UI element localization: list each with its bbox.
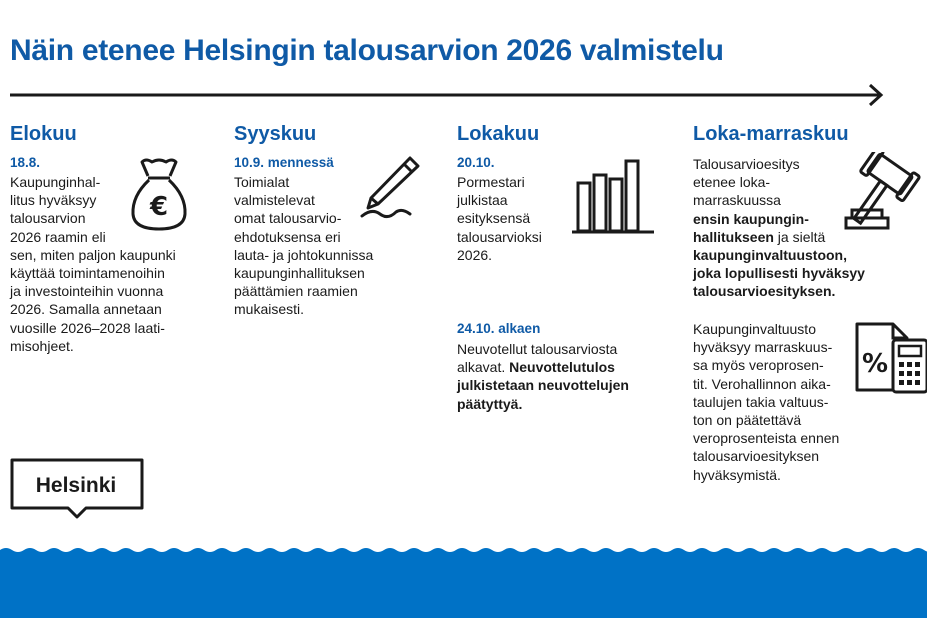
logo-text: Helsinki — [35, 474, 117, 497]
pen-signature-icon — [358, 154, 424, 220]
wave-footer — [0, 540, 927, 618]
date-label: 10.9. mennessä — [234, 155, 334, 170]
month-heading: Syyskuu — [234, 123, 317, 145]
month-heading: Elokuu — [10, 123, 77, 145]
svg-text:€: € — [149, 192, 169, 222]
month-heading: Lokakuu — [457, 123, 540, 145]
svg-text:%: % — [861, 349, 889, 379]
bar-chart-icon — [572, 157, 656, 235]
description: Toimialat valmistelevat omat talousarvio- ehdotuksensa eri lauta- ja johtokunnissa kaupunginhallituksen päättämien raamien mukaisesti. — [234, 174, 374, 318]
description: Kaupunginhal- litus hyväksyy talousarvion 2026 raamin eli sen, miten paljon kaupunki käyttää toimintamenoihin ja investointeihin vuonna 2026. Samalla annetaan vuosille 2026–2028 laati- misohjeet. — [10, 174, 176, 354]
description: Talousarvioesitys etenee loka- marraskuussa ensin kaupungin- hallitukseen ja sieltä kaupunginvaltuustoon, joka lopullisesti hyväksyy talousarvioesityksen. — [693, 156, 865, 300]
money-bag-euro-icon — [128, 156, 190, 232]
description: Pormestari julkistaa esityksensä talousarvioksi 2026. — [457, 174, 542, 263]
date-label: 20.10. — [457, 155, 495, 170]
tax-calculator-icon — [853, 320, 927, 394]
page-title: Näin etenee Helsingin talousarvion 2026 valmistelu — [10, 34, 724, 67]
date-label-2: 24.10. alkaen — [457, 321, 541, 336]
description-2: Kaupunginvaltuusto hyväksyy marraskuus- sa myös veroprosen- tit. Verohallinnon aika- taulujen takia valtuus- ton on päätettävä veroprosenteista ennen talousarvioesityksen hyväksymistä. — [693, 321, 840, 483]
description-2: Neuvotellut talousarviosta alkavat. Neuvottelutulos julkistetaan neuvottelujen päätyttyä. — [457, 341, 629, 412]
timeline-arrow — [10, 84, 885, 106]
month-heading: Loka-marraskuu — [693, 123, 849, 145]
date-label: 18.8. — [10, 155, 41, 170]
gavel-icon — [842, 152, 927, 234]
